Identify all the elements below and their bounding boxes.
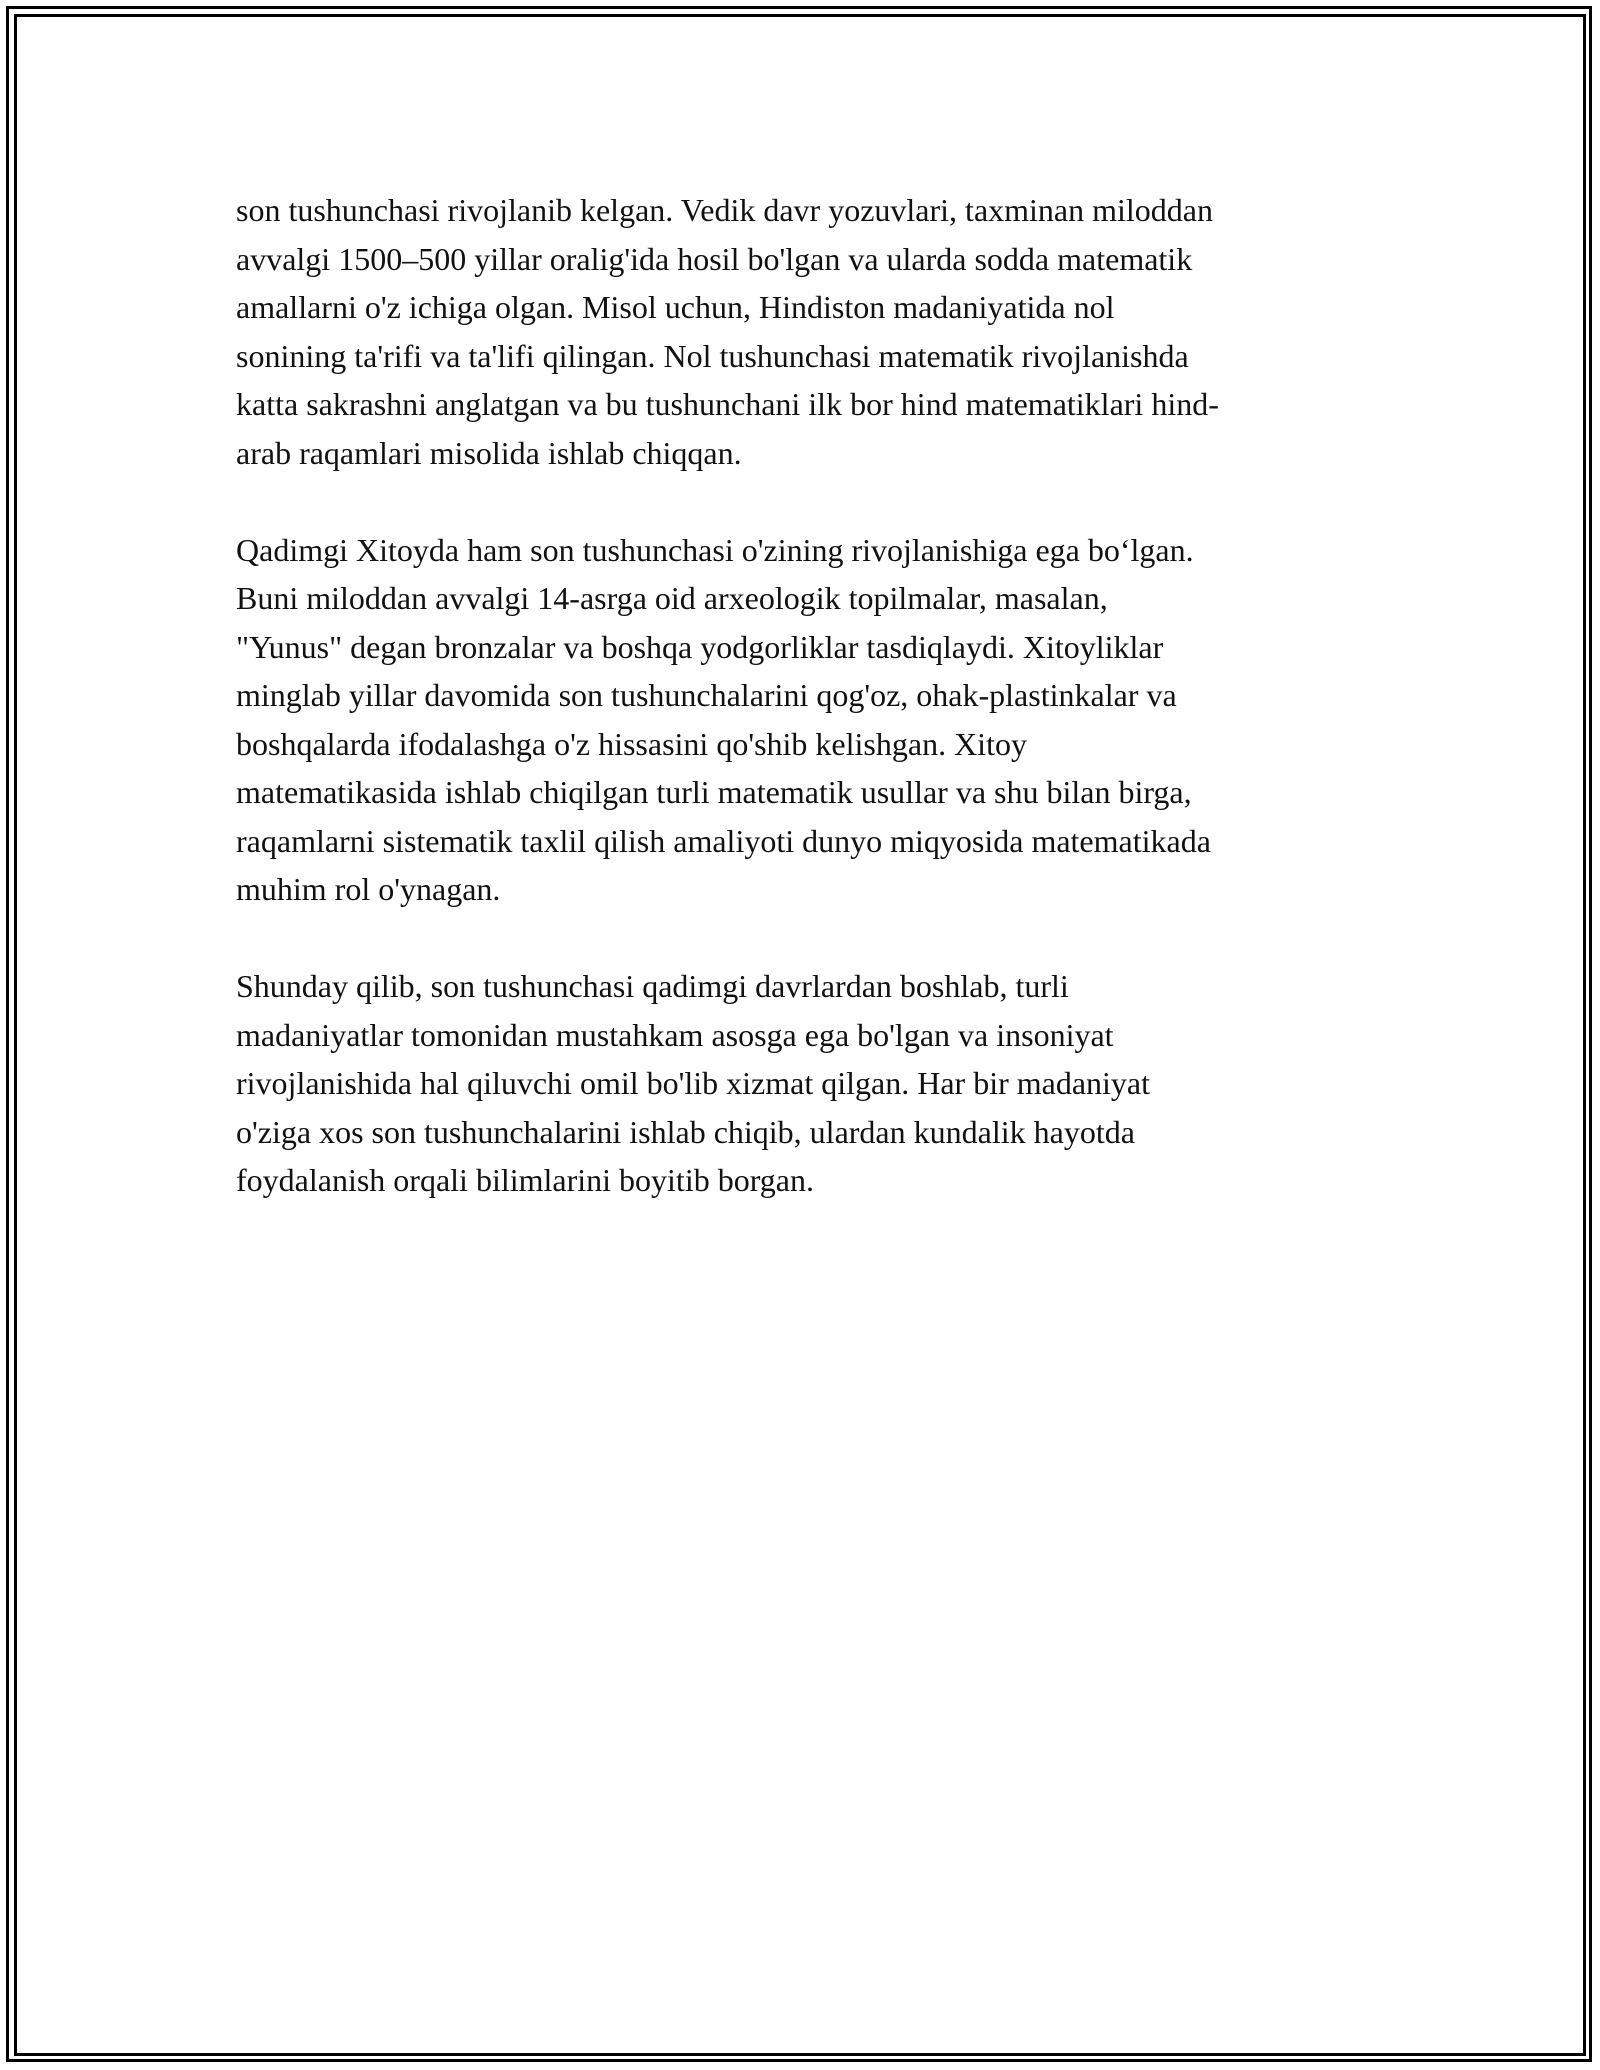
text-line: "Yunus" degan bronzalar va boshqa yodgorliklar tasdiqlaydi. Xitoyliklar (236, 628, 1164, 665)
text-line: rivojlanishida hal qiluvchi omil bo'lib xizmat qilgan. Har bir madaniyat (236, 1065, 1151, 1101)
text-line: arab raqamlari misolida ishlab chiqqan. (236, 434, 742, 471)
text-line: sonining ta'rifi va ta'lifi qilingan. Nol tushunchasi matematik rivojlanishda (236, 337, 1189, 374)
paragraph-conclusion (236, 962, 1366, 1205)
text-line: foydalanish orqali bilimlarini boyitib borgan. (236, 1162, 814, 1198)
text-line: Buni miloddan avvalgi 14-asrga oid arxeologik topilmalar, masalan, (236, 580, 1108, 616)
paragraph-ancient-china (236, 526, 1366, 914)
text-line: matematikasida ishlab chiqilgan turli matematik usullar va shu bilan birga, (236, 774, 1192, 810)
text-line: Qadimgi Xitoyda ham son tushunchasi o'zining rivojlanishiga ega bo‘lgan. (236, 531, 1194, 568)
text-line: o'ziga xos son tushunchalarini ishlab chiqib, ulardan kundalik hayotda (236, 1113, 1135, 1150)
text-line: son tushunchasi rivojlanib kelgan. Vedik davr yozuvlari, taxminan miloddan (236, 192, 1213, 228)
text-line: madaniyatlar tomonidan mustahkam asosga ega bo'lgan va insoniyat (236, 1016, 1114, 1053)
text-line: avvalgi 1500–500 yillar oralig'ida hosil bo'lgan va ularda sodda matematik (236, 240, 1193, 277)
document-body (236, 186, 1366, 1253)
text-line: amallarni o'z ichiga olgan. Misol uchun, Hindiston madaniyatida nol (236, 289, 1115, 325)
text-line: Shunday qilib, son tushunchasi qadimgi davrlardan boshlab, turli (236, 968, 1069, 1004)
text-line: raqamlarni sistematik taxlil qilish amaliyoti dunyo miqyosida matematikada (236, 822, 1211, 859)
text-line: boshqalarda ifodalashga o'z hissasini qo'shib kelishgan. Xitoy (236, 725, 1027, 762)
text-line: muhim rol o'ynagan. (236, 871, 501, 907)
paragraph-vedic-india (236, 186, 1366, 477)
text-line: minglab yillar davomida son tushunchalarini qog'oz, ohak-plastinkalar va (236, 677, 1177, 713)
text-line: katta sakrashni anglatgan va bu tushunchani ilk bor hind matematiklari hind- (236, 386, 1219, 422)
